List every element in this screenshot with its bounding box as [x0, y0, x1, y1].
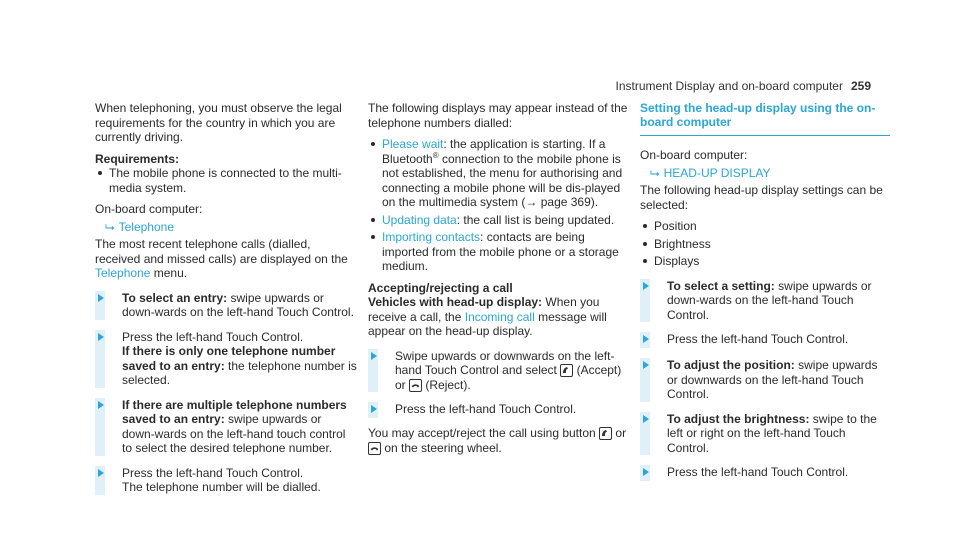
step-arrow-icon	[643, 361, 649, 369]
step-arrow-icon	[643, 468, 649, 476]
step-select-setting	[640, 279, 890, 323]
accept-label: (Accept)	[576, 363, 622, 377]
step-bold: To adjust the position:	[667, 358, 795, 372]
step-select-entry	[95, 291, 357, 320]
phone-reject-icon	[368, 442, 381, 455]
page-number: 259	[850, 79, 871, 93]
requirements-title: Requirements:	[95, 151, 180, 166]
term-please-wait: Please wait	[382, 137, 444, 151]
section-title: Setting the head-up display using the on-board computer	[640, 101, 890, 136]
step-arrow-icon	[98, 294, 104, 302]
list-item	[368, 137, 630, 210]
list-item: The mobile phone is connected to the multi-media system.	[95, 166, 357, 195]
step-arrow-icon	[643, 415, 649, 423]
step-arrow-icon	[98, 401, 104, 409]
telephone-menu-link[interactable]: Telephone	[95, 266, 151, 280]
step-adjust-brightness	[640, 412, 890, 456]
step-text: swipe upwards or down-wards on the left-hand touch control to select the desired telephone number.	[122, 412, 346, 455]
term-importing-contacts: Importing contacts	[382, 230, 481, 244]
term-incoming-call: Incoming call	[464, 309, 535, 324]
step-tail: the telephone number is selected.	[122, 358, 357, 387]
outro-paragraph	[368, 426, 630, 455]
accept-text: When you receive a call, the	[368, 295, 600, 324]
step-text: Swipe upwards or downwards on the left-hand Touch Control and select	[395, 348, 615, 377]
step-bold: If there is only one telephone number saved to an entry:	[122, 344, 336, 373]
item-text-cont: connection to the mobile phone is not established, the menu for authorising and connecting a mobile phone will be dis-played on the multimedia system (→ page 369).	[382, 151, 623, 209]
onboard-label: On-board computer:	[640, 148, 748, 162]
or-text: or	[615, 426, 627, 440]
phone-accept-icon	[599, 427, 612, 440]
step-text: swipe to the left or right on the left-hand Touch Control.	[667, 411, 877, 455]
calls-text: The most recent telephone calls (dialled, received and missed calls) are displayed on the	[95, 237, 348, 266]
display-list	[368, 137, 630, 274]
accept-heading: Accepting/rejecting a call	[368, 280, 513, 295]
phone-accept-icon	[560, 364, 573, 377]
step-arrow-icon	[371, 352, 377, 360]
step-text: Press the left-hand Touch Control.	[122, 465, 304, 480]
accept-subheading: Vehicles with head-up display:	[368, 295, 543, 309]
menu-path	[640, 166, 890, 181]
accept-text-end: message will appear on the head-up display.	[368, 309, 607, 338]
calls-text-end: menu.	[153, 266, 188, 280]
step-adjust-position	[640, 358, 890, 402]
step-text: swipe upwards or down-wards on the left-hand Touch Control.	[667, 278, 872, 322]
step-bold: To adjust the brightness:	[667, 411, 810, 426]
step-press-control-final	[640, 465, 890, 481]
step-arrow-icon	[643, 335, 649, 343]
step-text: swipe upwards or down-wards on the left-hand Touch Control.	[122, 290, 354, 319]
running-header	[616, 79, 871, 94]
step-text: Press the left-hand Touch Control.	[122, 329, 304, 344]
step-bold: To select a setting:	[667, 278, 775, 293]
term-updating-data: Updating data	[382, 212, 457, 227]
column-call-displays	[368, 101, 630, 462]
menu-arrow-icon: ⮡	[650, 165, 660, 180]
step-text: swipe upwards or downwards on the left-hand Touch Control.	[667, 358, 878, 401]
list-item	[368, 213, 630, 228]
accept-paragraph	[368, 281, 630, 339]
menu-path-telephone[interactable]: Telephone	[118, 219, 174, 234]
header-title: Instrument Display and on-board computer	[615, 79, 843, 93]
or-text: or	[395, 377, 406, 392]
requirements-list	[95, 166, 357, 195]
step-arrow-icon	[98, 333, 104, 341]
step-arrow-icon	[643, 282, 649, 290]
intro-paragraph: The following head-up display settings can be selected:	[640, 183, 883, 212]
menu-path	[95, 220, 357, 235]
step-press-control	[640, 332, 890, 348]
item-text: : the application is starting. If a Bluetooth	[382, 137, 606, 166]
item-text: : contacts are being imported from the mobile phone or a storage medium.	[382, 230, 619, 273]
step-accept-reject	[368, 349, 630, 393]
reject-label: (Reject).	[425, 377, 471, 392]
item-text: : the call list is being updated.	[456, 212, 615, 227]
step-press-control	[95, 330, 357, 388]
options-list	[640, 219, 890, 269]
step-press-control	[368, 402, 630, 418]
calls-paragraph	[95, 237, 357, 281]
registered-mark: ®	[432, 150, 439, 160]
intro-paragraph: When telephoning, you must observe the legal requirements for the country in which you are currently driving.	[95, 101, 342, 144]
step-bold: If there are multiple telephone numbers saved to an entry:	[122, 397, 347, 426]
onboard-label: On-board computer:	[95, 202, 203, 216]
menu-path-head-up-display[interactable]: HEAD-UP DISPLAY	[663, 165, 771, 180]
outro-text: You may accept/reject the call using button	[368, 426, 596, 440]
menu-arrow-icon: ⮡	[105, 219, 115, 234]
step-multiple-numbers	[95, 398, 357, 456]
phone-reject-icon	[409, 379, 422, 392]
step-text: Press the left-hand Touch Control.	[667, 332, 849, 346]
list-item	[368, 230, 630, 274]
step-text: Press the left-hand Touch Control.	[667, 465, 849, 479]
outro-text-end: on the steering wheel.	[384, 440, 502, 455]
step-arrow-icon	[98, 469, 104, 477]
intro-paragraph: The following displays may appear instead of the telephone numbers dialled:	[368, 101, 628, 130]
list-item: Position	[640, 219, 890, 234]
step-text: Press the left-hand Touch Control.	[395, 402, 577, 416]
column-head-up-display	[640, 101, 890, 489]
step-dial	[95, 466, 357, 495]
step-bold: To select an entry:	[122, 290, 228, 305]
step-arrow-icon	[371, 405, 377, 413]
step-tail: The telephone number will be dialled.	[122, 480, 321, 494]
list-item: Displays	[640, 254, 890, 269]
list-item: Brightness	[640, 237, 890, 252]
column-telephone	[95, 101, 357, 503]
